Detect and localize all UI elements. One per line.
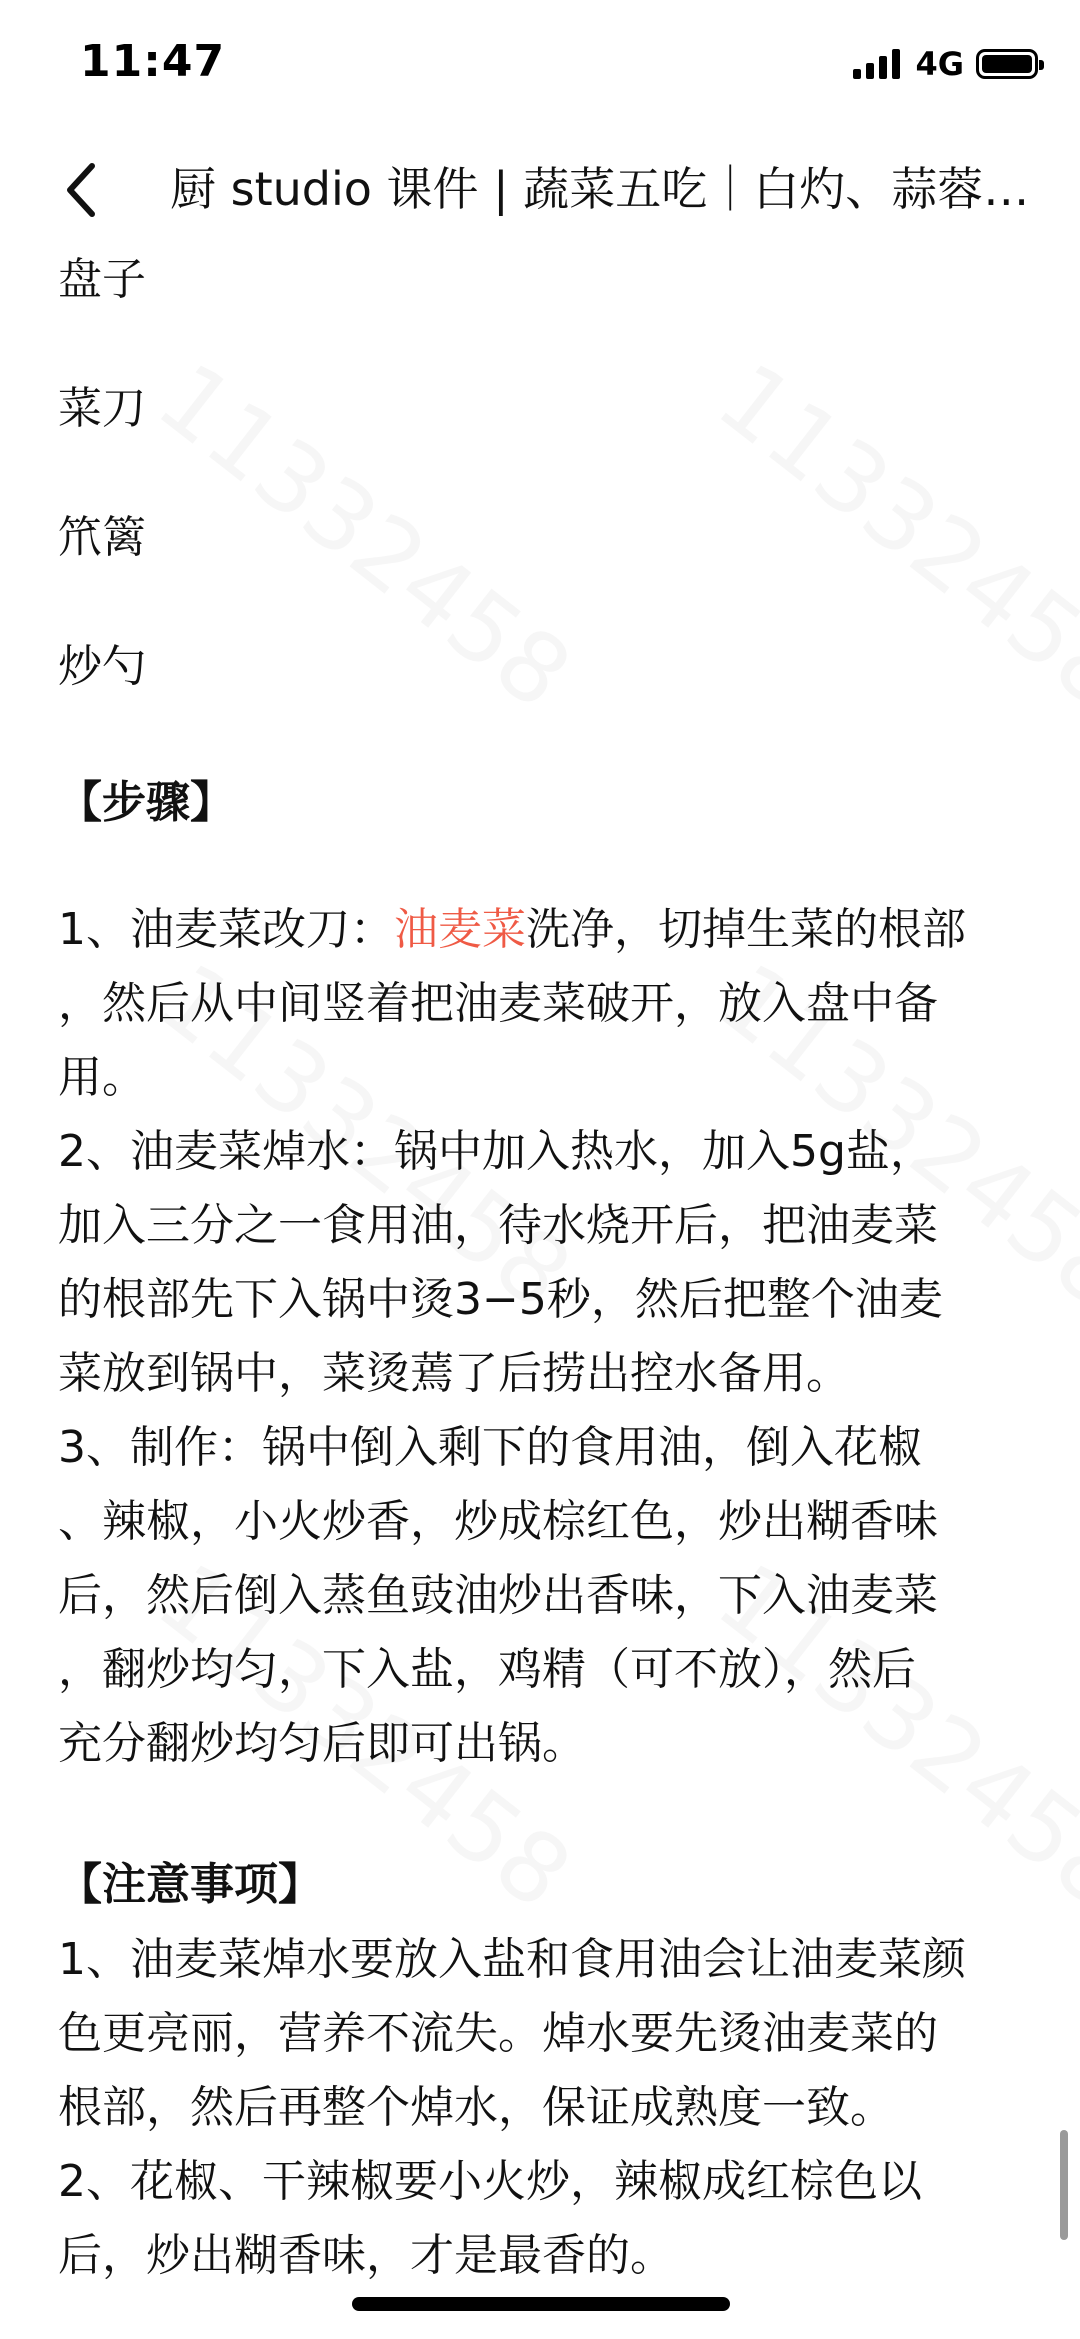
step-3-line: 3、制作：锅中倒入剩下的食用油，倒入花椒 (58, 1422, 922, 1473)
status-icons (853, 44, 1038, 84)
step-2-line: 的根部先下入锅中烫3−5秒，然后把整个油麦 (58, 1274, 943, 1325)
network-label: 4G (915, 45, 964, 83)
page-title: 厨 studio 课件 | 蔬菜五吃｜白灼、蒜蓉… (170, 162, 1030, 216)
step-1-rest: 洗净，切掉生菜的根部 (526, 904, 966, 955)
chevron-left-icon (62, 162, 102, 218)
note-line: 根部，然后再整个焯水，保证成熟度一致。 (58, 2082, 894, 2133)
step-2-line: 菜放到锅中，菜烫蔫了后捞出控水备用。 (58, 1348, 850, 1399)
list-item: 炒勺 (58, 641, 146, 692)
status-bar (0, 0, 1080, 130)
note-line: 后，炒出糊香味，才是最香的。 (58, 2230, 674, 2281)
step-1-prefix: 1、油麦菜改刀： (58, 904, 394, 955)
notes-heading: 【注意事项】 (58, 1859, 322, 1910)
notes-body (58, 1923, 1018, 2293)
nav-bar (0, 140, 1080, 240)
home-indicator[interactable] (352, 2297, 730, 2311)
highlight-text: 油麦菜 (394, 904, 526, 955)
step-3-line: 后，然后倒入蒸鱼豉油炒出香味，下入油麦菜 (58, 1570, 938, 1621)
article-content (58, 250, 1018, 2293)
step-3-line: 、辣椒，小火炒香，炒成棕红色，炒出糊香味 (58, 1496, 938, 1547)
step-2-line: 2、油麦菜焯水：锅中加入热水，加入5g盐， (58, 1126, 934, 1177)
note-line: 1、油麦菜焯水要放入盐和食用油会让油麦菜颜 (58, 1934, 966, 1985)
step-1-line: ，然后从中间竖着把油麦菜破开，放入盘中备 (58, 978, 938, 1029)
status-time: 11:47 (80, 36, 226, 87)
step-3-line: ，翻炒均匀，下入盐，鸡精（可不放），然后 (58, 1644, 916, 1695)
back-button[interactable] (50, 158, 114, 222)
note-line: 2、花椒、干辣椒要小火炒，辣椒成红棕色以 (58, 2156, 922, 2207)
step-1-line: 用。 (58, 1052, 146, 1103)
step-3-line: 充分翻炒均匀后即可出锅。 (58, 1718, 586, 1769)
steps-heading: 【步骤】 (58, 777, 234, 828)
list-item: 盘子 (58, 254, 146, 305)
step-1-line (58, 893, 1018, 967)
note-line: 色更亮丽，营养不流失。焯水要先烫油麦菜的 (58, 2008, 938, 2059)
list-item: 笊篱 (58, 512, 146, 563)
steps-body (58, 893, 1018, 1781)
list-item: 菜刀 (58, 383, 146, 434)
scrollbar[interactable] (1060, 2130, 1068, 2240)
step-2-line: 加入三分之一食用油，待水烧开后，把油麦菜 (58, 1200, 938, 1251)
battery-icon (976, 49, 1038, 79)
signal-icon (853, 49, 905, 79)
